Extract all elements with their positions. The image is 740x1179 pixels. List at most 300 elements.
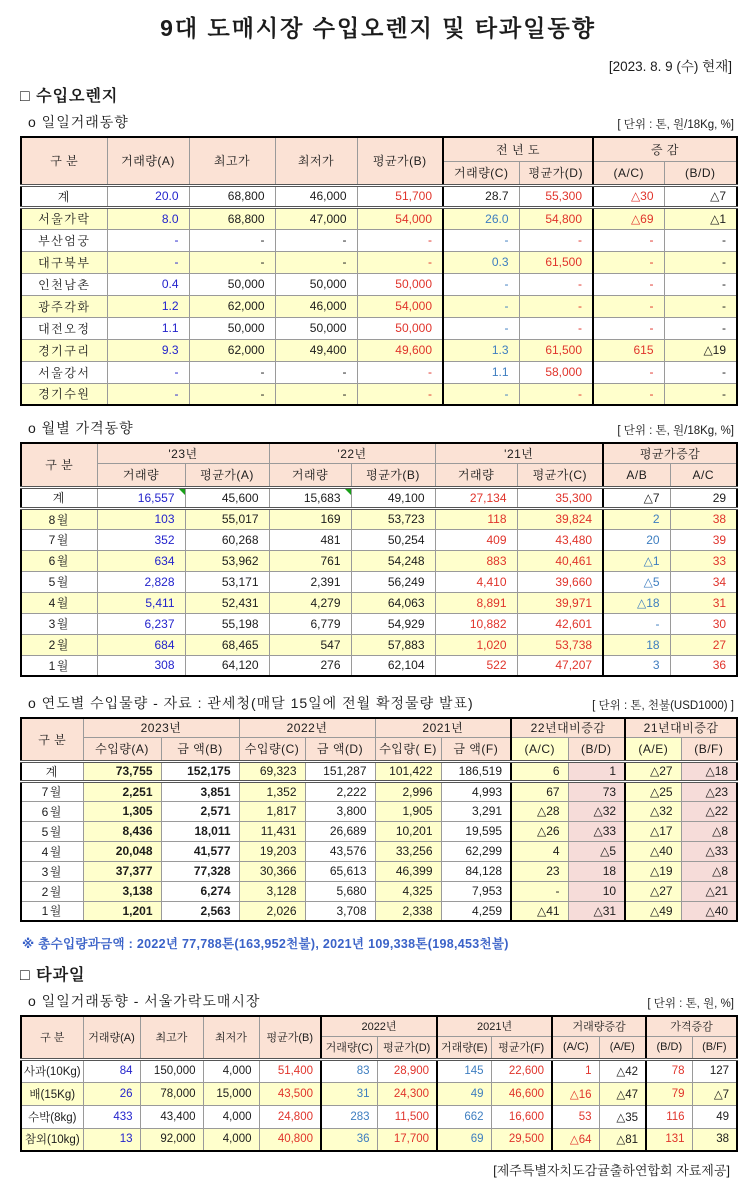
row-label: 5월 bbox=[21, 821, 83, 841]
table-row bbox=[21, 339, 737, 361]
table-cell: 43,576 bbox=[305, 841, 375, 861]
table-cell: △7 bbox=[603, 487, 670, 508]
table-cell: △16 bbox=[552, 1082, 599, 1105]
table-cell: △7 bbox=[692, 1082, 737, 1105]
table-cell: 308 bbox=[97, 655, 185, 676]
table-cell: 150,000 bbox=[140, 1059, 203, 1082]
table-cell: - bbox=[189, 361, 275, 383]
column-group-header: 전 년 도 bbox=[443, 137, 593, 161]
row-label: 7월 bbox=[21, 781, 83, 801]
column-header: 거래량 bbox=[435, 463, 517, 487]
table-cell: 1,905 bbox=[375, 801, 441, 821]
column-header: (A/E) bbox=[599, 1036, 646, 1059]
table-cell: 3 bbox=[603, 655, 670, 676]
table-cell: 36 bbox=[321, 1128, 377, 1151]
table-cell: - bbox=[357, 383, 443, 405]
table-cell: 2,996 bbox=[375, 781, 441, 801]
table-cell: △33 bbox=[568, 821, 625, 841]
column-header: (B/F) bbox=[681, 737, 737, 761]
table-cell: △41 bbox=[511, 901, 568, 921]
table-cell: 8,436 bbox=[83, 821, 161, 841]
table-row bbox=[21, 571, 737, 592]
section-heading-imported-orange: □ 수입오렌지 bbox=[20, 88, 119, 105]
table-cell: 8,891 bbox=[435, 592, 517, 613]
table-cell: 1.1 bbox=[107, 317, 189, 339]
column-header: 최고가 bbox=[189, 137, 275, 185]
table-cell: 68,800 bbox=[189, 207, 275, 229]
table-cell: 42,601 bbox=[517, 613, 603, 634]
table-cell: 62,000 bbox=[189, 339, 275, 361]
table-cell: 49,600 bbox=[357, 339, 443, 361]
table-cell: 2,828 bbox=[97, 571, 185, 592]
table-row bbox=[21, 881, 737, 901]
table-cell: - bbox=[593, 361, 664, 383]
table-cell: - bbox=[189, 229, 275, 251]
table-cell: △35 bbox=[599, 1105, 646, 1128]
table-cell: 39,824 bbox=[517, 508, 603, 529]
table-cell: 3,291 bbox=[441, 801, 511, 821]
table-cell: △81 bbox=[599, 1128, 646, 1151]
table-cell: △25 bbox=[625, 781, 681, 801]
table-cell: - bbox=[443, 229, 519, 251]
table-cell: 18 bbox=[603, 634, 670, 655]
table-cell: 52,431 bbox=[185, 592, 269, 613]
table-row bbox=[21, 508, 737, 529]
table-cell: 5,411 bbox=[97, 592, 185, 613]
table-cell: 634 bbox=[97, 550, 185, 571]
table-cell: - bbox=[519, 295, 593, 317]
table-cell: - bbox=[107, 361, 189, 383]
table-cell: 2,391 bbox=[269, 571, 351, 592]
table-cell: △8 bbox=[681, 821, 737, 841]
table-cell: 4,279 bbox=[269, 592, 351, 613]
table-row bbox=[21, 861, 737, 881]
subsection-heading-yearly-import: o 연도별 수입물량 - 자료 : 관세청(매달 15일에 전월 확정물량 발표) bbox=[28, 695, 474, 711]
row-label: 4월 bbox=[21, 841, 83, 861]
table-cell: 50,000 bbox=[357, 317, 443, 339]
row-label: 계 bbox=[21, 761, 83, 781]
table-cell: 4,410 bbox=[435, 571, 517, 592]
table-cell: 27,134 bbox=[435, 487, 517, 508]
table-cell: 6,237 bbox=[97, 613, 185, 634]
table-cell: 40,461 bbox=[517, 550, 603, 571]
table-cell: 49 bbox=[692, 1105, 737, 1128]
column-group-header: '22년 bbox=[269, 443, 435, 463]
table-cell: - bbox=[275, 251, 357, 273]
column-header: 수입량( E) bbox=[375, 737, 441, 761]
table-cell: 40,800 bbox=[259, 1128, 321, 1151]
table-cell: 56,249 bbox=[351, 571, 435, 592]
table-cell: △27 bbox=[625, 881, 681, 901]
table-cell: 4 bbox=[511, 841, 568, 861]
table-cell: 84,128 bbox=[441, 861, 511, 881]
table-cell: 49,100 bbox=[351, 487, 435, 508]
column-header: 평균가(A) bbox=[185, 463, 269, 487]
column-header: 평균가(C) bbox=[517, 463, 603, 487]
table-cell: 662 bbox=[437, 1105, 491, 1128]
table-cell: △21 bbox=[681, 881, 737, 901]
column-header: 거래량(E) bbox=[437, 1036, 491, 1059]
table-cell: 116 bbox=[646, 1105, 692, 1128]
table-cell: △19 bbox=[625, 861, 681, 881]
table-cell: - bbox=[593, 273, 664, 295]
table-cell: 3,708 bbox=[305, 901, 375, 921]
row-label: 광주각화 bbox=[21, 295, 107, 317]
monthly-price-table bbox=[20, 442, 738, 677]
table-cell: △1 bbox=[603, 550, 670, 571]
table-cell: 45,600 bbox=[185, 487, 269, 508]
table-row bbox=[21, 251, 737, 273]
table-cell: 16,557 bbox=[97, 487, 185, 508]
table-cell: △18 bbox=[681, 761, 737, 781]
column-header: 금 액(F) bbox=[441, 737, 511, 761]
table-cell: 62,104 bbox=[351, 655, 435, 676]
column-header: 최고가 bbox=[140, 1016, 203, 1059]
column-group-header: 2022년 bbox=[321, 1016, 437, 1036]
table-cell: 24,300 bbox=[377, 1082, 437, 1105]
row-label: 5월 bbox=[21, 571, 97, 592]
column-header: 거래량 bbox=[269, 463, 351, 487]
table-cell: 1.3 bbox=[443, 339, 519, 361]
table-cell: 84 bbox=[83, 1059, 140, 1082]
row-label: 부산엄궁 bbox=[21, 229, 107, 251]
table-cell: 46,600 bbox=[491, 1082, 552, 1105]
table-cell: 43,400 bbox=[140, 1105, 203, 1128]
table-cell: 15,683 bbox=[269, 487, 351, 508]
table-cell: 547 bbox=[269, 634, 351, 655]
table-cell: 684 bbox=[97, 634, 185, 655]
row-label: 6월 bbox=[21, 801, 83, 821]
table-cell: 2,026 bbox=[239, 901, 305, 921]
column-group-header: 2021년 bbox=[375, 718, 511, 737]
table-cell: 27 bbox=[670, 634, 737, 655]
row-label: 경기구리 bbox=[21, 339, 107, 361]
table-cell: - bbox=[357, 361, 443, 383]
table-cell: 36 bbox=[670, 655, 737, 676]
table-cell: 11,431 bbox=[239, 821, 305, 841]
table-cell: △31 bbox=[568, 901, 625, 921]
table-cell: △27 bbox=[625, 761, 681, 781]
table-cell: 1.1 bbox=[443, 361, 519, 383]
page-title: 9대 도매시장 수입오렌지 및 타과일동향 bbox=[160, 15, 596, 41]
table-row bbox=[21, 781, 737, 801]
table-cell: 46,000 bbox=[275, 185, 357, 207]
table-cell: 283 bbox=[321, 1105, 377, 1128]
row-label: 계 bbox=[21, 487, 97, 508]
table-cell: 38 bbox=[692, 1128, 737, 1151]
column-header: 구 분 bbox=[21, 137, 107, 185]
column-header: 평균가(F) bbox=[491, 1036, 552, 1059]
subsection-heading-daily-trade: o 일일거래동향 bbox=[28, 114, 129, 130]
row-label: 2월 bbox=[21, 634, 97, 655]
table-cell: 24,800 bbox=[259, 1105, 321, 1128]
table-cell: 50,000 bbox=[275, 317, 357, 339]
column-header: (B/F) bbox=[692, 1036, 737, 1059]
table-cell: 1 bbox=[568, 761, 625, 781]
table-cell: - bbox=[357, 251, 443, 273]
table-row bbox=[21, 901, 737, 921]
table-cell: 11,500 bbox=[377, 1105, 437, 1128]
subsection-heading-other-daily: o 일일거래동향 - 서울가락도매시장 bbox=[28, 993, 261, 1009]
unit-label: [ 단위 : 톤, 원/18Kg, %] bbox=[617, 425, 734, 437]
table-cell: 29,500 bbox=[491, 1128, 552, 1151]
table-cell: △64 bbox=[552, 1128, 599, 1151]
table-cell: 3,800 bbox=[305, 801, 375, 821]
table-cell: 78,000 bbox=[140, 1082, 203, 1105]
column-group-header: 평균가증감 bbox=[603, 443, 737, 463]
table-cell: 1,201 bbox=[83, 901, 161, 921]
table-cell: 152,175 bbox=[161, 761, 239, 781]
column-header: 수입량(C) bbox=[239, 737, 305, 761]
table-cell: 69 bbox=[437, 1128, 491, 1151]
table-cell: △18 bbox=[603, 592, 670, 613]
table-cell: △28 bbox=[511, 801, 568, 821]
table-cell: 13 bbox=[83, 1128, 140, 1151]
table-cell: 30 bbox=[670, 613, 737, 634]
column-header: (B/D) bbox=[664, 161, 737, 185]
table-cell: 67 bbox=[511, 781, 568, 801]
column-header: 거래량(C) bbox=[443, 161, 519, 185]
table-cell: 69,323 bbox=[239, 761, 305, 781]
table-cell: 276 bbox=[269, 655, 351, 676]
table-cell: 62,299 bbox=[441, 841, 511, 861]
table-cell: 18,011 bbox=[161, 821, 239, 841]
table-cell: 31 bbox=[321, 1082, 377, 1105]
column-header: 금 액(B) bbox=[161, 737, 239, 761]
table-row bbox=[21, 821, 737, 841]
table-cell: △17 bbox=[625, 821, 681, 841]
table-cell: - bbox=[664, 229, 737, 251]
column-header: (A/C) bbox=[552, 1036, 599, 1059]
table-cell: 28,900 bbox=[377, 1059, 437, 1082]
column-header: (B/D) bbox=[568, 737, 625, 761]
row-label: 8월 bbox=[21, 508, 97, 529]
table-cell: 4,993 bbox=[441, 781, 511, 801]
table-cell: - bbox=[664, 361, 737, 383]
table-cell: 3,138 bbox=[83, 881, 161, 901]
table-cell: △32 bbox=[625, 801, 681, 821]
table-cell: 20 bbox=[603, 529, 670, 550]
table-cell: - bbox=[664, 273, 737, 295]
table-cell: 20,048 bbox=[83, 841, 161, 861]
column-header: (A/C) bbox=[593, 161, 664, 185]
table-row bbox=[21, 841, 737, 861]
column-group-header: 22년대비증감 bbox=[511, 718, 625, 737]
column-header: 평균가(D) bbox=[377, 1036, 437, 1059]
table-cell: 47,000 bbox=[275, 207, 357, 229]
table-row bbox=[21, 317, 737, 339]
source-credit: [제주특별자치도감귤출하연합회 자료제공] bbox=[493, 1163, 730, 1178]
table-cell: - bbox=[519, 317, 593, 339]
table-cell: 101,422 bbox=[375, 761, 441, 781]
column-header: 거래량(A) bbox=[83, 1016, 140, 1059]
table-cell: - bbox=[357, 229, 443, 251]
column-header: 수입량(A) bbox=[83, 737, 161, 761]
table-row bbox=[21, 361, 737, 383]
column-group-header: 가격증감 bbox=[646, 1016, 737, 1036]
row-label: 7월 bbox=[21, 529, 97, 550]
table-cell: 51,400 bbox=[259, 1059, 321, 1082]
table-cell: 65,613 bbox=[305, 861, 375, 881]
table-cell: 39,660 bbox=[517, 571, 603, 592]
table-cell: 1,305 bbox=[83, 801, 161, 821]
table-cell: 54,000 bbox=[357, 295, 443, 317]
table-cell: 4,325 bbox=[375, 881, 441, 901]
table-cell: 30,366 bbox=[239, 861, 305, 881]
other-fruit-table bbox=[20, 1015, 738, 1152]
table-cell: - bbox=[107, 229, 189, 251]
table-cell: - bbox=[593, 229, 664, 251]
column-group-header: '23년 bbox=[97, 443, 269, 463]
table-row bbox=[21, 801, 737, 821]
column-header: (B/D) bbox=[646, 1036, 692, 1059]
table-cell: 50,000 bbox=[357, 273, 443, 295]
table-row bbox=[21, 185, 737, 207]
table-cell: 145 bbox=[437, 1059, 491, 1082]
table-cell: - bbox=[664, 383, 737, 405]
table-cell: 131 bbox=[646, 1128, 692, 1151]
column-header: 최저가 bbox=[203, 1016, 259, 1059]
column-group-header: 21년대비증감 bbox=[625, 718, 737, 737]
table-cell: 352 bbox=[97, 529, 185, 550]
table-cell: △33 bbox=[681, 841, 737, 861]
column-group-header: '21년 bbox=[435, 443, 603, 463]
table-cell: 55,017 bbox=[185, 508, 269, 529]
table-row bbox=[21, 207, 737, 229]
table-cell: 4,000 bbox=[203, 1105, 259, 1128]
column-header: 평균가(B) bbox=[259, 1016, 321, 1059]
table-row bbox=[21, 229, 737, 251]
row-label: 3월 bbox=[21, 613, 97, 634]
table-cell: - bbox=[189, 383, 275, 405]
table-cell: 26.0 bbox=[443, 207, 519, 229]
table-row bbox=[21, 383, 737, 405]
table-cell: 50,000 bbox=[275, 273, 357, 295]
table-cell: 64,063 bbox=[351, 592, 435, 613]
table-cell: 3,851 bbox=[161, 781, 239, 801]
table-cell: 1,020 bbox=[435, 634, 517, 655]
table-cell: 1,352 bbox=[239, 781, 305, 801]
table-cell: - bbox=[107, 383, 189, 405]
table-cell: 2 bbox=[603, 508, 670, 529]
column-group-header: 2023년 bbox=[83, 718, 239, 737]
table-cell: 46,399 bbox=[375, 861, 441, 881]
table-cell: △19 bbox=[664, 339, 737, 361]
table-cell: - bbox=[443, 383, 519, 405]
unit-label: [ 단위 : 톤, 원/18Kg, %] bbox=[617, 119, 734, 131]
table-cell: 615 bbox=[593, 339, 664, 361]
table-cell: 58,000 bbox=[519, 361, 593, 383]
table-cell: 53 bbox=[552, 1105, 599, 1128]
column-header: 거래량(A) bbox=[107, 137, 189, 185]
table-cell: - bbox=[593, 251, 664, 273]
table-cell: △22 bbox=[681, 801, 737, 821]
row-label: 3월 bbox=[21, 861, 83, 881]
table-cell: △30 bbox=[593, 185, 664, 207]
column-group-header: 2021년 bbox=[437, 1016, 552, 1036]
column-header: 평균가(D) bbox=[519, 161, 593, 185]
column-header: 최저가 bbox=[275, 137, 357, 185]
table-cell: 10,882 bbox=[435, 613, 517, 634]
table-cell: △32 bbox=[568, 801, 625, 821]
table-cell: 151,287 bbox=[305, 761, 375, 781]
column-header: 금 액(D) bbox=[305, 737, 375, 761]
table-cell: 46,000 bbox=[275, 295, 357, 317]
column-header: (A/E) bbox=[625, 737, 681, 761]
table-cell: 78 bbox=[646, 1059, 692, 1082]
daily-trade-table bbox=[20, 136, 738, 406]
row-label: 4월 bbox=[21, 592, 97, 613]
table-cell: - bbox=[664, 251, 737, 273]
yearly-import-table bbox=[20, 717, 738, 922]
table-cell: 54,929 bbox=[351, 613, 435, 634]
table-cell: 35,300 bbox=[517, 487, 603, 508]
table-cell: 37,377 bbox=[83, 861, 161, 881]
table-cell: 50,000 bbox=[189, 317, 275, 339]
table-cell: 53,738 bbox=[517, 634, 603, 655]
table-cell: 481 bbox=[269, 529, 351, 550]
table-row bbox=[21, 550, 737, 571]
table-cell: - bbox=[593, 317, 664, 339]
table-cell: 118 bbox=[435, 508, 517, 529]
table-cell: 10,201 bbox=[375, 821, 441, 841]
table-cell: 79 bbox=[646, 1082, 692, 1105]
table-cell: 53,171 bbox=[185, 571, 269, 592]
table-cell: 49,400 bbox=[275, 339, 357, 361]
table-cell: 62,000 bbox=[189, 295, 275, 317]
table-cell: 43,500 bbox=[259, 1082, 321, 1105]
table-cell: 6 bbox=[511, 761, 568, 781]
table-cell: △5 bbox=[568, 841, 625, 861]
table-cell: 7,953 bbox=[441, 881, 511, 901]
row-label: 참외(10kg) bbox=[21, 1128, 83, 1151]
table-row bbox=[21, 1105, 737, 1128]
table-cell: △23 bbox=[681, 781, 737, 801]
table-row bbox=[21, 295, 737, 317]
table-cell: 19,203 bbox=[239, 841, 305, 861]
table-cell: 50,000 bbox=[189, 273, 275, 295]
table-cell: 92,000 bbox=[140, 1128, 203, 1151]
table-cell: 43,480 bbox=[517, 529, 603, 550]
table-cell: 39 bbox=[670, 529, 737, 550]
table-cell: 54,248 bbox=[351, 550, 435, 571]
table-cell: 2,338 bbox=[375, 901, 441, 921]
column-header: 구 분 bbox=[21, 443, 97, 487]
table-row bbox=[21, 1082, 737, 1105]
table-cell: 1 bbox=[552, 1059, 599, 1082]
table-cell: 127 bbox=[692, 1059, 737, 1082]
row-label: 대구북부 bbox=[21, 251, 107, 273]
table-cell: 2,251 bbox=[83, 781, 161, 801]
table-cell: 61,500 bbox=[519, 251, 593, 273]
table-cell: 31 bbox=[670, 592, 737, 613]
column-header: 구 분 bbox=[21, 718, 83, 761]
column-header: A/B bbox=[603, 463, 670, 487]
table-cell: △40 bbox=[681, 901, 737, 921]
table-cell: 2,222 bbox=[305, 781, 375, 801]
table-cell: 29 bbox=[670, 487, 737, 508]
table-cell: - bbox=[107, 251, 189, 273]
table-cell: 54,000 bbox=[357, 207, 443, 229]
report-date: [2023. 8. 9 (수) 현재] bbox=[608, 59, 732, 74]
table-cell: - bbox=[275, 361, 357, 383]
table-cell: 39,971 bbox=[517, 592, 603, 613]
table-cell: 68,800 bbox=[189, 185, 275, 207]
table-cell: 73 bbox=[568, 781, 625, 801]
column-group-header: 거래량증감 bbox=[552, 1016, 646, 1036]
table-cell: 169 bbox=[269, 508, 351, 529]
table-cell: 55,198 bbox=[185, 613, 269, 634]
